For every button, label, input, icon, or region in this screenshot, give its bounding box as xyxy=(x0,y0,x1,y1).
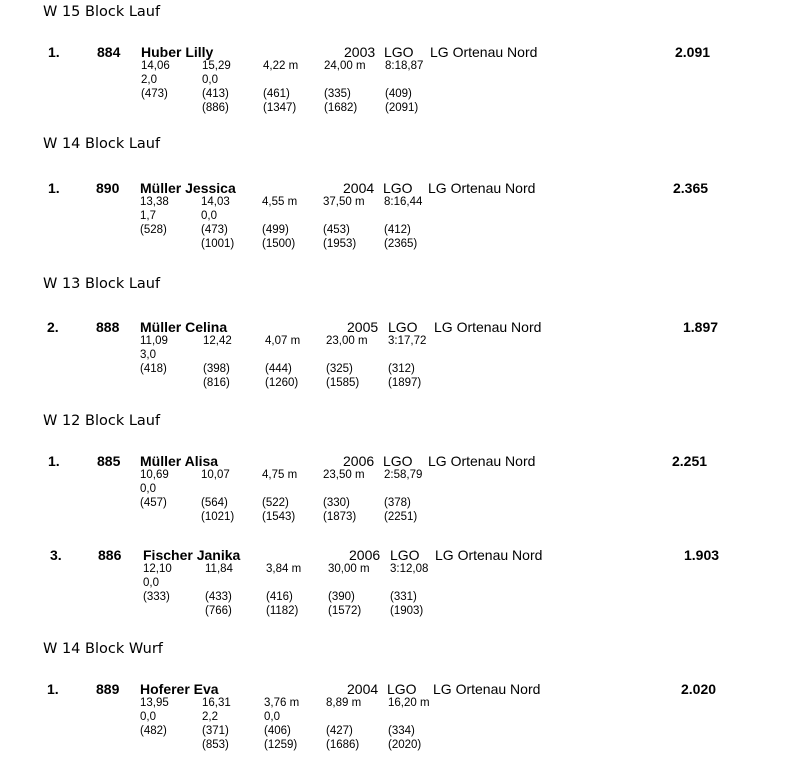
cumulative-4: (1903) xyxy=(390,605,424,617)
perf-1: 14,06 xyxy=(141,60,170,72)
club-name: LG Ortenau Nord xyxy=(433,681,541,697)
total-points: 1.903 xyxy=(684,547,720,563)
perf-3: 4,55 m xyxy=(262,196,298,208)
cumulative-4: (1897) xyxy=(388,377,422,389)
cumulative-1: (853) xyxy=(202,739,229,751)
wind-1: 0,0 xyxy=(143,577,159,589)
points-2: (398) xyxy=(203,363,230,375)
section-heading: W 13 Block Lauf xyxy=(43,276,161,292)
perf-2: 15,29 xyxy=(202,60,231,72)
club-name: LG Ortenau Nord xyxy=(430,44,538,60)
cumulative-3: (1686) xyxy=(326,739,360,751)
bib-number: 890 xyxy=(96,180,120,196)
athlete-name: Hoferer Eva xyxy=(140,681,219,697)
perf-4: 37,50 m xyxy=(323,196,365,208)
points-1: (418) xyxy=(140,363,167,375)
cumulative-2: (1182) xyxy=(266,605,299,617)
perf-3: 3,84 m xyxy=(266,563,302,575)
points-5: (378) xyxy=(384,497,411,509)
points-2: (371) xyxy=(202,725,229,737)
birth-year: 2005 xyxy=(347,319,379,335)
points-1: (457) xyxy=(140,497,167,509)
bib-number: 888 xyxy=(96,319,120,335)
bib-number: 886 xyxy=(98,547,122,563)
club-short: LGO xyxy=(390,547,420,563)
club-name: LG Ortenau Nord xyxy=(428,180,536,196)
perf-4: 23,00 m xyxy=(326,335,368,347)
perf-2: 11,84 xyxy=(205,563,233,575)
perf-5: 3:12,08 xyxy=(390,563,429,575)
place: 1. xyxy=(47,681,59,697)
club-name: LG Ortenau Nord xyxy=(434,319,542,335)
club-name: LG Ortenau Nord xyxy=(435,547,543,563)
points-2: (413) xyxy=(202,88,229,100)
birth-year: 2004 xyxy=(343,180,375,196)
birth-year: 2006 xyxy=(343,453,375,469)
points-2: (564) xyxy=(201,497,228,509)
points-5: (334) xyxy=(388,725,415,737)
perf-1: 13,95 xyxy=(140,697,169,709)
cumulative-2: (1347) xyxy=(263,102,297,114)
perf-5: 2:58,79 xyxy=(384,469,423,481)
wind-1: 0,0 xyxy=(140,711,156,723)
points-2: (433) xyxy=(205,591,232,603)
club-name: LG Ortenau Nord xyxy=(428,453,536,469)
cumulative-3: (1953) xyxy=(323,238,357,250)
result-entry xyxy=(0,180,785,260)
perf-3: 4,22 m xyxy=(263,60,299,72)
perf-2: 10,07 xyxy=(201,469,230,481)
perf-5: 8:18,87 xyxy=(385,60,424,72)
points-4: (335) xyxy=(324,88,351,100)
total-points: 1.897 xyxy=(683,319,719,335)
points-4: (330) xyxy=(323,497,350,509)
points-1: (473) xyxy=(141,88,168,100)
perf-3: 4,75 m xyxy=(262,469,298,481)
wind-1: 2,0 xyxy=(141,74,157,86)
cumulative-1: (816) xyxy=(203,377,230,389)
total-points: 2.365 xyxy=(673,180,709,196)
perf-4: 8,89 m xyxy=(326,697,362,709)
section-heading: W 14 Block Wurf xyxy=(43,641,163,657)
place: 2. xyxy=(47,319,59,335)
cumulative-2: (1260) xyxy=(265,377,299,389)
points-5: (409) xyxy=(385,88,412,100)
perf-2: 14,03 xyxy=(201,196,230,208)
total-points: 2.251 xyxy=(672,453,708,469)
cumulative-3: (1873) xyxy=(323,511,357,523)
points-4: (427) xyxy=(326,725,353,737)
athlete-name: Huber Lilly xyxy=(141,44,214,60)
place: 3. xyxy=(50,547,62,563)
club-short: LGO xyxy=(387,681,417,697)
wind-2: 0,0 xyxy=(202,74,218,86)
points-1: (333) xyxy=(143,591,170,603)
points-3: (461) xyxy=(263,88,290,100)
perf-1: 13,38 xyxy=(140,196,169,208)
points-3: (499) xyxy=(262,224,289,236)
points-3: (416) xyxy=(266,591,293,603)
wind-1: 0,0 xyxy=(140,483,156,495)
points-1: (528) xyxy=(140,224,167,236)
place: 1. xyxy=(48,180,60,196)
perf-4: 24,00 m xyxy=(324,60,366,72)
total-points: 2.020 xyxy=(681,681,717,697)
result-entry xyxy=(0,319,785,399)
place: 1. xyxy=(48,453,60,469)
points-2: (473) xyxy=(201,224,228,236)
cumulative-4: (2251) xyxy=(384,511,418,523)
birth-year: 2004 xyxy=(347,681,379,697)
perf-5: 8:16,44 xyxy=(384,196,423,208)
points-1: (482) xyxy=(140,725,167,737)
points-3: (444) xyxy=(265,363,292,375)
points-3: (522) xyxy=(262,497,289,509)
bib-number: 885 xyxy=(97,453,121,469)
result-entry xyxy=(0,681,785,761)
athlete-name: Müller Celina xyxy=(140,319,228,335)
points-5: (331) xyxy=(390,591,417,603)
perf-5: 3:17,72 xyxy=(388,335,427,347)
perf-2: 16,31 xyxy=(202,697,231,709)
cumulative-1: (886) xyxy=(202,102,229,114)
cumulative-1: (1001) xyxy=(201,238,235,250)
perf-4: 30,00 m xyxy=(328,563,370,575)
bib-number: 889 xyxy=(96,681,120,697)
perf-3: 3,76 m xyxy=(264,697,300,709)
birth-year: 2006 xyxy=(349,547,381,563)
wind-1: 1,7 xyxy=(140,210,156,222)
points-5: (412) xyxy=(384,224,411,236)
perf-3: 4,07 m xyxy=(265,335,301,347)
points-3: (406) xyxy=(264,725,291,737)
result-entry xyxy=(0,547,785,627)
cumulative-3: (1572) xyxy=(328,605,362,617)
cumulative-4: (2091) xyxy=(385,102,419,114)
wind-2: 2,2 xyxy=(202,711,218,723)
perf-1: 10,69 xyxy=(140,469,169,481)
bib-number: 884 xyxy=(97,44,121,60)
club-short: LGO xyxy=(384,44,414,60)
athlete-name: Müller Alisa xyxy=(140,453,219,469)
wind-2: 0,0 xyxy=(201,210,217,222)
cumulative-3: (1585) xyxy=(326,377,360,389)
wind-1: 3,0 xyxy=(140,349,156,361)
cumulative-1: (1021) xyxy=(201,511,235,523)
cumulative-1: (766) xyxy=(205,605,232,617)
cumulative-2: (1500) xyxy=(262,238,296,250)
section-heading: W 14 Block Lauf xyxy=(43,136,161,152)
result-entry xyxy=(0,44,785,124)
points-5: (312) xyxy=(388,363,415,375)
perf-4: 23,50 m xyxy=(323,469,365,481)
perf-2: 12,42 xyxy=(203,335,232,347)
birth-year: 2003 xyxy=(344,44,376,60)
points-4: (390) xyxy=(328,591,355,603)
perf-5: 16,20 m xyxy=(388,697,430,709)
athlete-name: Müller Jessica xyxy=(140,180,236,196)
section-heading: W 12 Block Lauf xyxy=(43,413,161,429)
athlete-name: Fischer Janika xyxy=(143,547,241,563)
cumulative-4: (2365) xyxy=(384,238,418,250)
points-4: (325) xyxy=(326,363,353,375)
points-4: (453) xyxy=(323,224,350,236)
perf-1: 12,10 xyxy=(143,563,172,575)
section-heading: W 15 Block Lauf xyxy=(43,4,161,20)
total-points: 2.091 xyxy=(675,44,711,60)
cumulative-4: (2020) xyxy=(388,739,422,751)
club-short: LGO xyxy=(388,319,418,335)
cumulative-3: (1682) xyxy=(324,102,358,114)
place: 1. xyxy=(48,44,60,60)
club-short: LGO xyxy=(383,180,413,196)
cumulative-2: (1543) xyxy=(262,511,296,523)
cumulative-2: (1259) xyxy=(264,739,298,751)
perf-1: 11,09 xyxy=(140,335,168,347)
wind-3: 0,0 xyxy=(264,711,280,723)
club-short: LGO xyxy=(383,453,413,469)
result-entry xyxy=(0,453,785,533)
